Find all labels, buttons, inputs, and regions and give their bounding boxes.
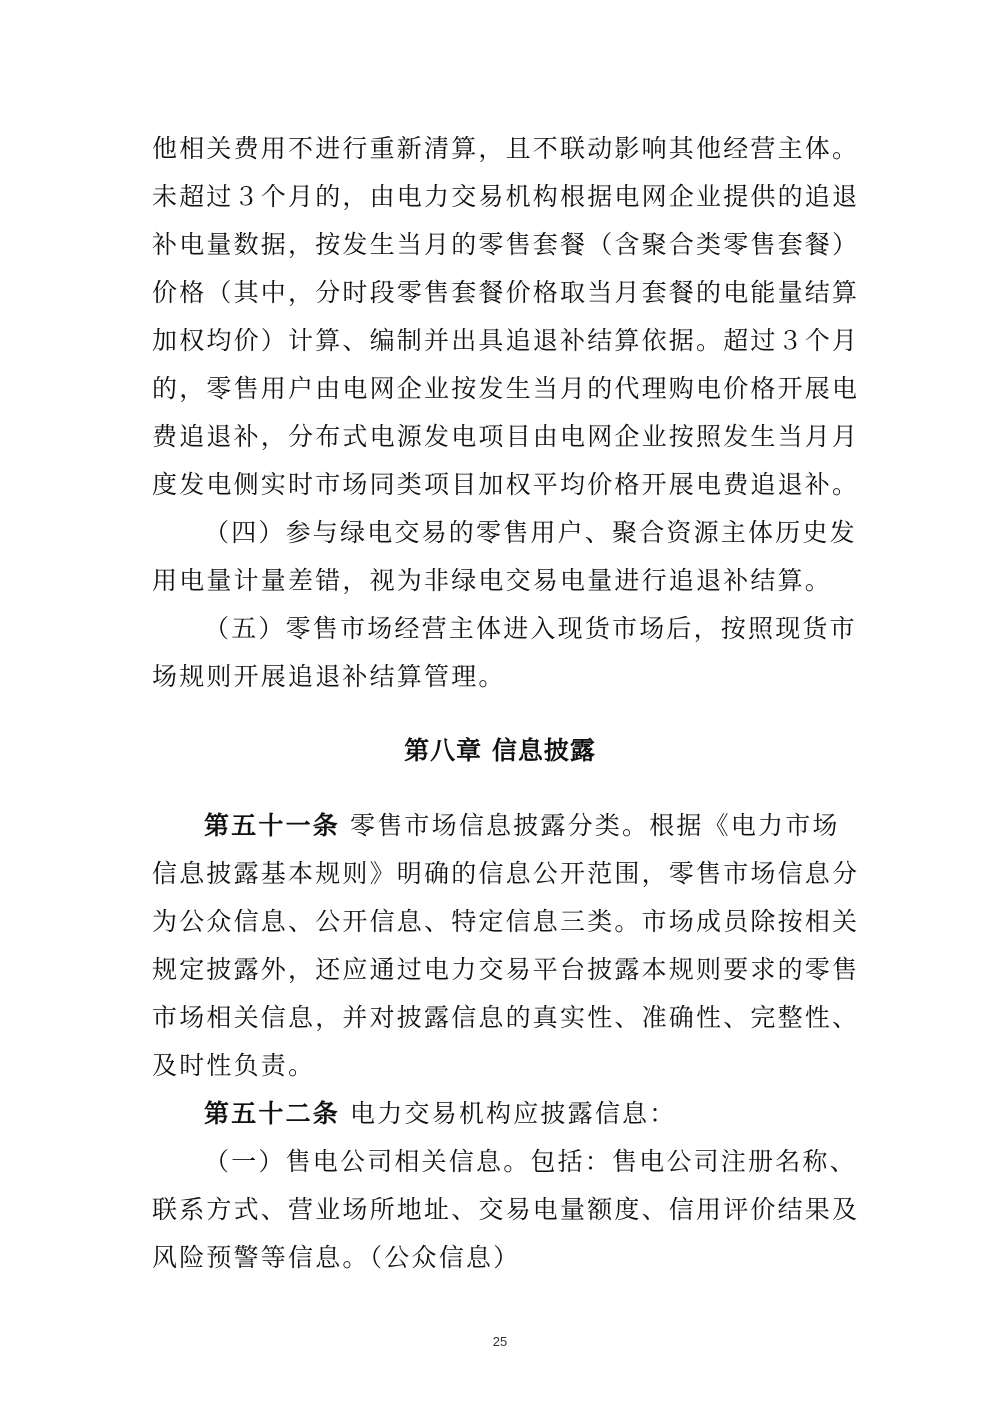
article-52-title: 第五十二条: [204, 1099, 341, 1128]
paragraph-line: 补电量数据，按发生当月的零售套餐（含聚合类零售套餐）: [152, 230, 860, 259]
paragraph-line: 的，零售用户由电网企业按发生当月的代理购电价格开展电: [152, 374, 860, 403]
paragraph-line: 价格（其中，分时段零售套餐价格取当月套餐的电能量结算: [152, 278, 860, 307]
article-52-first-line: [204, 1098, 852, 1130]
article-52-item-one-line: （一）售电公司相关信息。包括：售电公司注册名称、: [204, 1147, 857, 1176]
item-five-line: 场规则开展追退补结算管理。: [152, 662, 506, 691]
article-52-text: 电力交易机构应披露信息：: [350, 1099, 677, 1128]
article-51-line: 为公众信息、公开信息、特定信息三类。市场成员除按相关: [152, 907, 860, 936]
article-51-title: 第五十一条: [204, 811, 341, 840]
chapter-heading: 第八章 信息披露: [404, 736, 596, 765]
item-four-line: 用电量计量差错，视为非绿电交易电量进行追退补结算。: [152, 566, 833, 595]
item-five-line: （五）零售市场经营主体进入现货市场后，按照现货市: [204, 614, 857, 643]
article-51-line: 信息披露基本规则》明确的信息公开范围，零售市场信息分: [152, 859, 860, 888]
paragraph-line: 度发电侧实时市场同类项目加权平均价格开展电费追退补。: [152, 470, 860, 499]
article-52-item-one-line: 联系方式、营业场所地址、交易电量额度、信用评价结果及: [152, 1195, 860, 1224]
article-51-line: 市场相关信息，并对披露信息的真实性、准确性、完整性、: [152, 1003, 860, 1032]
article-52-item-one-line: 风险预警等信息。（公众信息）: [152, 1243, 521, 1272]
paragraph-line: 费追退补，分布式电源发电项目由电网企业按照发生当月月: [152, 422, 860, 451]
page-number: 25: [492, 1334, 508, 1349]
item-four-line: （四）参与绿电交易的零售用户、聚合资源主体历史发: [204, 518, 857, 547]
article-51-line: 规定披露外，还应通过电力交易平台披露本规则要求的零售: [152, 955, 860, 984]
article-51-text: 零售市场信息披露分类。根据《电力市场: [350, 811, 840, 840]
article-51-line: 及时性负责。: [152, 1051, 316, 1080]
article-51-first-line: [204, 810, 852, 842]
paragraph-line: 加权均价）计算、编制并出具追退补结算依据。超过３个月: [152, 326, 860, 355]
paragraph-line: 他相关费用不进行重新清算，且不联动影响其他经营主体。: [152, 134, 860, 163]
paragraph-line: 未超过３个月的，由电力交易机构根据电网企业提供的追退: [152, 182, 860, 211]
